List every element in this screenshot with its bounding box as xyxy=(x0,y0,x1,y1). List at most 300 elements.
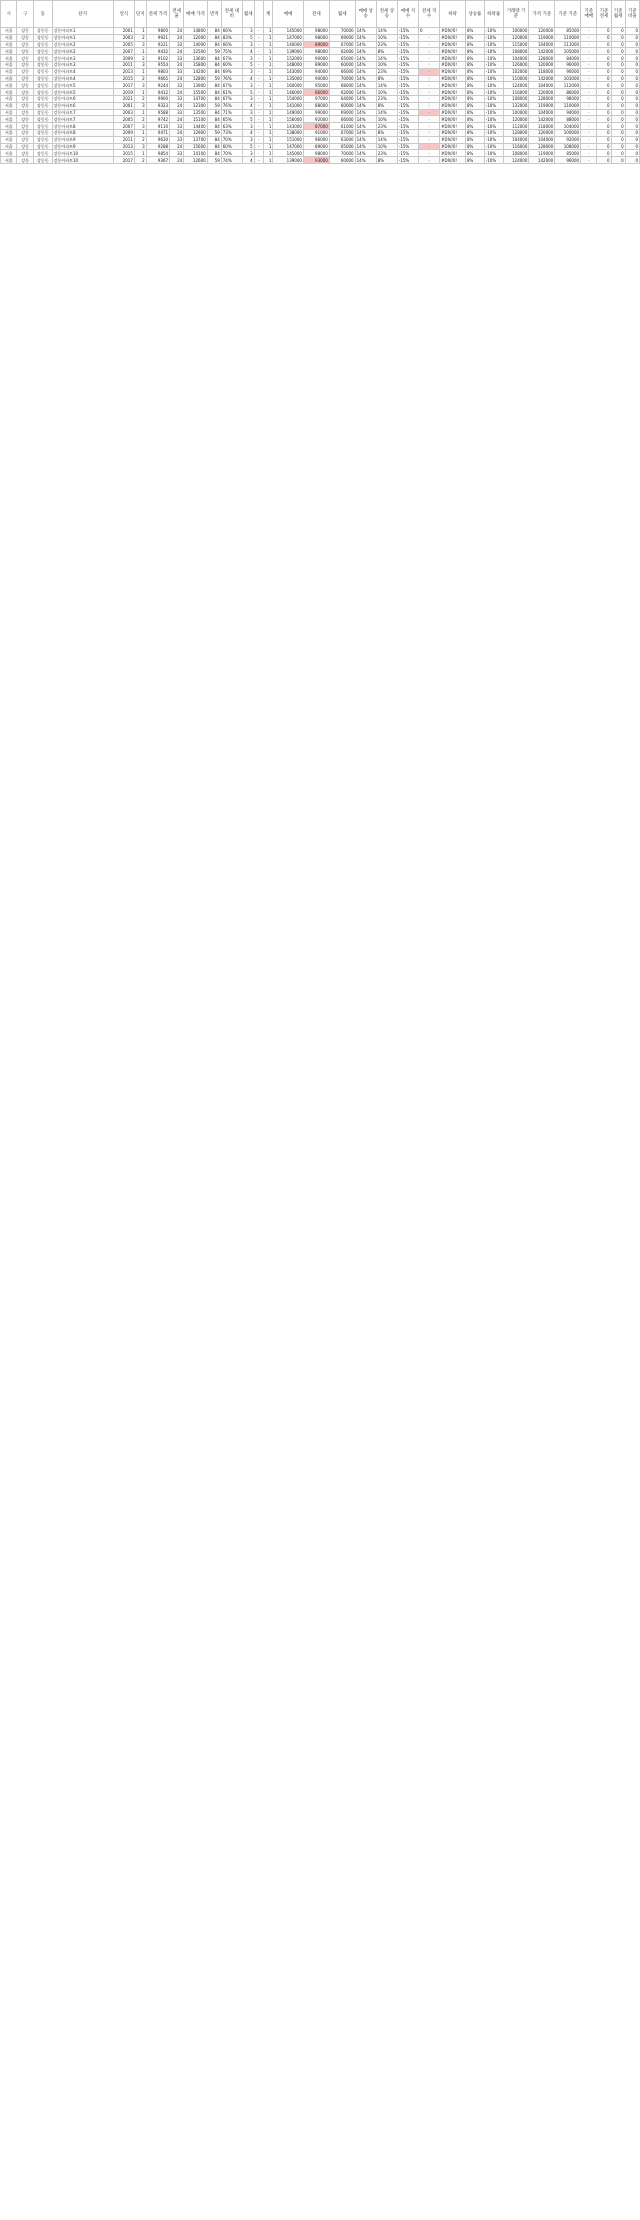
table-cell[interactable]: 1 xyxy=(264,109,273,116)
table-cell[interactable]: - xyxy=(419,136,440,143)
table-cell[interactable]: 0 xyxy=(597,89,611,96)
table-cell[interactable]: #DIV/0! xyxy=(440,75,466,82)
table-cell[interactable]: 33 xyxy=(170,82,184,89)
table-cell[interactable]: 10% xyxy=(376,116,397,123)
table-cell[interactable]: 14% xyxy=(376,136,397,143)
table-cell[interactable]: 15100 xyxy=(184,116,207,123)
table-cell[interactable]: 124000 xyxy=(503,157,529,164)
table-cell[interactable]: 102000 xyxy=(503,68,529,75)
table-cell[interactable]: 2 xyxy=(134,55,146,62)
table-cell[interactable]: 1 xyxy=(264,75,273,82)
table-cell[interactable]: 0 xyxy=(611,123,625,130)
table-cell[interactable]: 강동동 xyxy=(33,61,52,68)
table-cell[interactable]: 61% xyxy=(221,89,242,96)
table-cell[interactable]: 0 xyxy=(625,82,639,89)
table-cell[interactable]: 10% xyxy=(376,143,397,150)
table-cell[interactable]: 100000 xyxy=(555,129,581,136)
table-cell[interactable]: - xyxy=(254,55,263,62)
table-cell[interactable]: 8% xyxy=(376,157,397,164)
table-cell[interactable]: - xyxy=(419,129,440,136)
table-cell[interactable]: 서울 xyxy=(1,55,17,62)
table-cell[interactable]: 3 xyxy=(134,102,146,109)
table-cell[interactable]: 0 xyxy=(597,136,611,143)
table-cell[interactable]: 8% xyxy=(466,28,485,35)
table-cell[interactable]: 0 xyxy=(597,116,611,123)
table-cell[interactable]: 2 xyxy=(134,75,146,82)
table-cell[interactable]: 14% xyxy=(355,41,376,48)
table-cell[interactable]: - xyxy=(581,34,597,41)
table-cell[interactable]: -15% xyxy=(397,61,418,68)
table-cell[interactable]: 67% xyxy=(221,55,242,62)
table-cell[interactable]: 96000 xyxy=(303,136,329,143)
table-cell[interactable]: 3 xyxy=(242,68,254,75)
table-cell[interactable]: 9854 xyxy=(146,150,169,157)
table-cell[interactable]: 강동동 xyxy=(33,89,52,96)
table-cell[interactable]: 0 xyxy=(597,68,611,75)
table-cell[interactable]: -15% xyxy=(397,157,418,164)
table-cell[interactable]: 9288 xyxy=(146,143,169,150)
table-cell[interactable]: 0 xyxy=(625,143,639,150)
column-header[interactable]: 전세 대비 xyxy=(221,1,242,28)
table-cell[interactable]: 강동아파트4 xyxy=(52,68,113,75)
table-cell[interactable]: 9803 xyxy=(146,68,169,75)
table-cell[interactable]: -10% xyxy=(484,55,503,62)
table-cell[interactable]: -15% xyxy=(397,136,418,143)
table-cell[interactable]: 24 xyxy=(170,157,184,164)
table-cell[interactable]: 0 xyxy=(597,143,611,150)
table-cell[interactable]: 9367 xyxy=(146,157,169,164)
table-cell[interactable]: 3 xyxy=(242,55,254,62)
table-cell[interactable]: 142000 xyxy=(529,116,555,123)
table-cell[interactable]: 8% xyxy=(466,150,485,157)
table-cell[interactable]: 13700 xyxy=(184,136,207,143)
table-cell[interactable]: 8% xyxy=(466,136,485,143)
table-cell[interactable]: 14100 xyxy=(184,150,207,157)
table-cell[interactable]: 8% xyxy=(466,82,485,89)
table-cell[interactable]: 14% xyxy=(355,123,376,130)
table-cell[interactable]: -15% xyxy=(397,102,418,109)
table-cell[interactable]: 90000 xyxy=(303,55,329,62)
table-cell[interactable]: 9742 xyxy=(146,116,169,123)
table-cell[interactable]: 0 xyxy=(597,129,611,136)
table-cell[interactable]: 60% xyxy=(221,61,242,68)
table-row[interactable] xyxy=(1,123,640,130)
table-cell[interactable]: 14% xyxy=(355,34,376,41)
table-cell[interactable]: 66000 xyxy=(329,68,355,75)
table-cell[interactable]: - xyxy=(581,61,597,68)
table-cell[interactable]: 1 xyxy=(264,61,273,68)
table-cell[interactable]: -10% xyxy=(484,123,503,130)
table-cell[interactable]: 0 xyxy=(611,68,625,75)
table-cell[interactable]: 서울 xyxy=(1,143,17,150)
table-cell[interactable]: 14% xyxy=(355,89,376,96)
table-cell[interactable]: 84 xyxy=(207,34,221,41)
table-cell[interactable]: 33 xyxy=(170,68,184,75)
table-cell[interactable]: 강동 xyxy=(17,41,33,48)
table-cell[interactable]: 141000 xyxy=(273,102,304,109)
table-cell[interactable]: 0 xyxy=(597,48,611,55)
table-cell[interactable]: 0 xyxy=(625,150,639,157)
table-cell[interactable]: - xyxy=(419,116,440,123)
table-cell[interactable]: 강동 xyxy=(17,61,33,68)
table-cell[interactable]: -10% xyxy=(484,150,503,157)
table-cell[interactable]: - xyxy=(581,116,597,123)
table-cell[interactable]: 149000 xyxy=(273,109,304,116)
table-cell[interactable]: #DIV/0! xyxy=(440,143,466,150)
table-cell[interactable]: -10% xyxy=(484,41,503,48)
table-cell[interactable]: - xyxy=(254,61,263,68)
column-header[interactable]: 구 xyxy=(17,1,33,28)
table-cell[interactable]: 1 xyxy=(264,116,273,123)
table-cell[interactable]: 145000 xyxy=(273,150,304,157)
table-cell[interactable]: - xyxy=(254,75,263,82)
table-cell[interactable]: #DIV/0! xyxy=(440,61,466,68)
table-cell[interactable]: 0 xyxy=(625,48,639,55)
table-cell[interactable]: 강동동 xyxy=(33,150,52,157)
table-cell[interactable]: - xyxy=(581,89,597,96)
table-cell[interactable]: - xyxy=(254,136,263,143)
table-cell[interactable]: 61000 xyxy=(329,123,355,130)
table-cell[interactable]: 0 xyxy=(597,109,611,116)
table-cell[interactable]: 108000 xyxy=(503,48,529,55)
table-cell[interactable]: 8% xyxy=(466,109,485,116)
table-cell[interactable]: -15% xyxy=(397,48,418,55)
table-cell[interactable]: 33 xyxy=(170,109,184,116)
table-cell[interactable]: #DIV/0! xyxy=(440,102,466,109)
table-cell[interactable]: 강동아파트9 xyxy=(52,143,113,150)
table-cell[interactable]: 강동동 xyxy=(33,28,52,35)
column-header[interactable]: 매매 가격 xyxy=(184,1,207,28)
table-cell[interactable]: 강동 xyxy=(17,68,33,75)
table-cell[interactable]: 14% xyxy=(355,68,376,75)
table-cell[interactable]: 강동동 xyxy=(33,34,52,41)
table-cell[interactable]: 108000 xyxy=(503,150,529,157)
table-cell[interactable]: 63000 xyxy=(329,136,355,143)
table-cell[interactable]: 84 xyxy=(207,82,221,89)
table-cell[interactable]: 135000 xyxy=(273,75,304,82)
table-cell[interactable]: 9221 xyxy=(146,41,169,48)
column-header[interactable]: 계 xyxy=(264,1,273,28)
table-cell[interactable]: 8% xyxy=(466,89,485,96)
table-cell[interactable]: - xyxy=(254,102,263,109)
table-cell[interactable]: 142000 xyxy=(529,48,555,55)
table-cell[interactable]: 103000 xyxy=(555,75,581,82)
table-cell[interactable]: 14% xyxy=(376,82,397,89)
table-cell[interactable]: 9110 xyxy=(146,123,169,130)
table-cell[interactable]: 0 xyxy=(611,48,625,55)
table-cell[interactable]: 70% xyxy=(221,150,242,157)
table-cell[interactable]: 0 xyxy=(625,116,639,123)
table-cell[interactable]: 120000 xyxy=(529,28,555,35)
table-cell[interactable]: 2 xyxy=(134,116,146,123)
table-cell[interactable]: 9554 xyxy=(146,61,169,68)
table-cell[interactable]: 98000 xyxy=(303,34,329,41)
table-cell[interactable]: 1 xyxy=(134,129,146,136)
table-row[interactable] xyxy=(1,136,640,143)
table-row[interactable] xyxy=(1,89,640,96)
table-cell[interactable]: -10% xyxy=(484,48,503,55)
table-cell[interactable]: 강동동 xyxy=(33,116,52,123)
table-cell[interactable]: 강동아파트2 xyxy=(52,48,113,55)
table-cell[interactable]: 108000 xyxy=(503,95,529,102)
table-cell[interactable]: 140000 xyxy=(273,41,304,48)
table-cell[interactable]: 139000 xyxy=(273,157,304,164)
table-cell[interactable]: 서울 xyxy=(1,136,17,143)
table-cell[interactable]: 서울 xyxy=(1,28,17,35)
table-cell[interactable]: - xyxy=(254,129,263,136)
table-cell[interactable]: #DIV/0! xyxy=(440,109,466,116)
table-row[interactable] xyxy=(1,102,640,109)
table-cell[interactable]: - xyxy=(581,48,597,55)
table-cell[interactable]: 0 xyxy=(611,150,625,157)
table-cell[interactable]: 23% xyxy=(376,95,397,102)
table-cell[interactable]: 60% xyxy=(221,143,242,150)
table-cell[interactable]: 3 xyxy=(242,123,254,130)
table-cell[interactable]: - xyxy=(254,48,263,55)
table-cell[interactable]: 33 xyxy=(170,55,184,62)
table-cell[interactable]: - xyxy=(254,109,263,116)
table-cell[interactable]: 104000 xyxy=(529,41,555,48)
table-cell[interactable]: 강동 xyxy=(17,89,33,96)
table-row[interactable] xyxy=(1,75,640,82)
table-row[interactable] xyxy=(1,116,640,123)
table-cell[interactable]: 3 xyxy=(134,61,146,68)
table-cell[interactable]: 24 xyxy=(170,129,184,136)
table-cell[interactable]: #DIV/0! xyxy=(440,55,466,62)
table-row[interactable] xyxy=(1,109,640,116)
table-cell[interactable]: -15% xyxy=(397,89,418,96)
table-cell[interactable]: -10% xyxy=(484,129,503,136)
table-cell[interactable]: 67000 xyxy=(329,129,355,136)
table-cell[interactable]: 86000 xyxy=(555,89,581,96)
table-cell[interactable]: 3 xyxy=(134,82,146,89)
table-cell[interactable]: 12500 xyxy=(184,48,207,55)
table-cell[interactable]: 13600 xyxy=(184,55,207,62)
table-cell[interactable]: - xyxy=(419,150,440,157)
table-cell[interactable]: 115000 xyxy=(503,41,529,48)
table-cell[interactable]: 84 xyxy=(207,150,221,157)
table-cell[interactable]: -15% xyxy=(397,82,418,89)
table-cell[interactable]: 84 xyxy=(207,109,221,116)
table-cell[interactable]: 0 xyxy=(419,28,440,35)
table-cell[interactable]: 84 xyxy=(207,55,221,62)
table-cell[interactable]: 84 xyxy=(207,136,221,143)
table-cell[interactable]: 156000 xyxy=(273,116,304,123)
table-cell[interactable]: 0 xyxy=(597,150,611,157)
table-cell[interactable]: 66% xyxy=(221,28,242,35)
table-cell[interactable]: 84 xyxy=(207,89,221,96)
table-cell[interactable]: - xyxy=(419,61,440,68)
table-cell[interactable]: 118000 xyxy=(529,123,555,130)
table-cell[interactable]: 1 xyxy=(264,143,273,150)
table-cell[interactable]: 0 xyxy=(625,102,639,109)
table-cell[interactable]: 강동아파트7 xyxy=(52,116,113,123)
column-header[interactable]: 하락률 xyxy=(484,1,503,28)
table-cell[interactable]: 3 xyxy=(242,28,254,35)
table-cell[interactable]: 2011 xyxy=(113,136,134,143)
table-cell[interactable]: 74% xyxy=(221,157,242,164)
table-cell[interactable]: 116000 xyxy=(503,89,529,96)
column-header[interactable]: 거래량 기준 xyxy=(503,1,529,28)
table-cell[interactable]: 강동아파트8 xyxy=(52,129,113,136)
column-header[interactable]: 동 xyxy=(33,1,52,28)
table-cell[interactable]: 13500 xyxy=(184,109,207,116)
table-cell[interactable]: 강동 xyxy=(17,123,33,130)
table-cell[interactable]: 0 xyxy=(611,102,625,109)
table-cell[interactable]: 13900 xyxy=(184,82,207,89)
table-cell[interactable]: 서울 xyxy=(1,68,17,75)
table-cell[interactable]: 1 xyxy=(264,136,273,143)
table-cell[interactable]: 0 xyxy=(597,95,611,102)
table-cell[interactable]: #DIV/0! xyxy=(440,82,466,89)
table-cell[interactable]: 126000 xyxy=(503,61,529,68)
table-cell[interactable]: 65000 xyxy=(329,55,355,62)
table-cell[interactable]: 0 xyxy=(597,102,611,109)
table-cell[interactable]: -10% xyxy=(484,61,503,68)
table-cell[interactable]: -10% xyxy=(484,82,503,89)
table-cell[interactable]: 14% xyxy=(355,75,376,82)
table-cell[interactable]: 68000 xyxy=(329,82,355,89)
table-cell[interactable]: 90000 xyxy=(303,75,329,82)
table-cell[interactable]: 2009 xyxy=(113,55,134,62)
table-cell[interactable]: 0 xyxy=(611,41,625,48)
table-cell[interactable]: 0 xyxy=(597,55,611,62)
table-cell[interactable]: 70000 xyxy=(329,28,355,35)
table-cell[interactable]: 89000 xyxy=(303,143,329,150)
table-cell[interactable]: 0 xyxy=(611,61,625,68)
table-cell[interactable]: 128000 xyxy=(529,143,555,150)
table-cell[interactable]: -15% xyxy=(397,75,418,82)
table-cell[interactable]: 24 xyxy=(170,61,184,68)
table-cell[interactable]: 1 xyxy=(264,34,273,41)
table-cell[interactable]: 강동동 xyxy=(33,129,52,136)
table-cell[interactable]: 84 xyxy=(207,95,221,102)
table-cell[interactable]: 139000 xyxy=(273,48,304,55)
table-cell[interactable]: 0 xyxy=(611,95,625,102)
column-header[interactable]: 전세 가격 xyxy=(146,1,169,28)
table-cell[interactable]: 8% xyxy=(466,41,485,48)
table-cell[interactable]: 강동동 xyxy=(33,41,52,48)
table-cell[interactable]: 67% xyxy=(221,95,242,102)
table-cell[interactable]: 2019 xyxy=(113,89,134,96)
table-cell[interactable]: 60000 xyxy=(329,102,355,109)
table-cell[interactable]: 0 xyxy=(625,109,639,116)
table-cell[interactable]: -10% xyxy=(484,89,503,96)
table-cell[interactable]: 서울 xyxy=(1,150,17,157)
table-cell[interactable]: 서울 xyxy=(1,48,17,55)
table-cell[interactable]: 8% xyxy=(376,75,397,82)
table-cell[interactable]: 9630 xyxy=(146,136,169,143)
column-header[interactable]: 하락 xyxy=(440,1,466,28)
table-cell[interactable]: 0 xyxy=(597,157,611,164)
table-cell[interactable]: 서울 xyxy=(1,109,17,116)
table-cell[interactable]: 0 xyxy=(597,28,611,35)
table-cell[interactable]: 14% xyxy=(355,109,376,116)
table-cell[interactable]: 서울 xyxy=(1,82,17,89)
table-cell[interactable]: - xyxy=(419,102,440,109)
table-cell[interactable]: - xyxy=(419,55,440,62)
table-cell[interactable]: 23% xyxy=(376,41,397,48)
table-cell[interactable]: 서울 xyxy=(1,129,17,136)
table-cell[interactable]: #DIV/0! xyxy=(440,48,466,55)
table-cell[interactable]: 120000 xyxy=(503,116,529,123)
table-cell[interactable]: 14% xyxy=(376,28,397,35)
table-cell[interactable]: 4 xyxy=(242,48,254,55)
table-cell[interactable]: 89000 xyxy=(303,41,329,48)
table-cell[interactable]: 강동동 xyxy=(33,48,52,55)
table-cell[interactable]: - xyxy=(254,89,263,96)
table-cell[interactable]: 서울 xyxy=(1,95,17,102)
table-cell[interactable]: 0 xyxy=(625,89,639,96)
table-cell[interactable]: 119000 xyxy=(529,102,555,109)
table-cell[interactable]: 12900 xyxy=(184,129,207,136)
table-cell[interactable]: 33 xyxy=(170,95,184,102)
table-cell[interactable]: 110000 xyxy=(555,102,581,109)
table-cell[interactable]: 강동 xyxy=(17,82,33,89)
column-header[interactable]: 가격 기준 xyxy=(529,1,555,28)
table-cell[interactable]: 9432 xyxy=(146,48,169,55)
table-cell[interactable]: 120000 xyxy=(529,61,555,68)
table-cell[interactable]: 14700 xyxy=(184,95,207,102)
table-cell[interactable]: 2 xyxy=(134,136,146,143)
table-cell[interactable]: 0 xyxy=(611,129,625,136)
table-cell[interactable]: 0 xyxy=(611,157,625,164)
table-cell[interactable]: 1 xyxy=(134,150,146,157)
table-row[interactable] xyxy=(1,28,640,35)
table-cell[interactable]: 116000 xyxy=(503,143,529,150)
table-cell[interactable]: 104000 xyxy=(529,109,555,116)
table-cell[interactable]: 14% xyxy=(376,109,397,116)
table-cell[interactable]: 94000 xyxy=(555,109,581,116)
column-header[interactable]: 단지 xyxy=(52,1,113,28)
table-row[interactable] xyxy=(1,41,640,48)
table-cell[interactable]: -10% xyxy=(484,157,503,164)
table-cell[interactable]: 14% xyxy=(355,61,376,68)
column-header[interactable]: 매매 지수 xyxy=(397,1,418,28)
table-cell[interactable]: 8% xyxy=(376,48,397,55)
table-cell[interactable]: 강동 xyxy=(17,28,33,35)
table-cell[interactable]: 66% xyxy=(221,41,242,48)
table-cell[interactable]: 강동아파트1 xyxy=(52,28,113,35)
table-cell[interactable]: 84 xyxy=(207,116,221,123)
table-cell[interactable]: - xyxy=(254,68,263,75)
table-cell[interactable]: 강동아파트3 xyxy=(52,55,113,62)
table-cell[interactable]: - xyxy=(581,75,597,82)
table-row[interactable] xyxy=(1,143,640,150)
column-header[interactable]: 기준 전세 xyxy=(597,1,611,28)
table-cell[interactable]: #DIV/0! xyxy=(440,123,466,130)
table-cell[interactable]: 65000 xyxy=(329,143,355,150)
table-cell[interactable]: 59 xyxy=(207,48,221,55)
table-cell[interactable]: 104000 xyxy=(529,82,555,89)
table-cell[interactable]: 3 xyxy=(242,41,254,48)
table-cell[interactable]: 59 xyxy=(207,129,221,136)
table-cell[interactable]: 5 xyxy=(242,89,254,96)
table-cell[interactable]: 60000 xyxy=(329,61,355,68)
table-cell[interactable]: - xyxy=(419,82,440,89)
table-cell[interactable]: 강동동 xyxy=(33,68,52,75)
table-row[interactable] xyxy=(1,150,640,157)
table-cell[interactable]: 59 xyxy=(207,157,221,164)
table-cell[interactable]: 2007 xyxy=(113,123,134,130)
table-cell[interactable]: 0 xyxy=(625,28,639,35)
table-cell[interactable]: 84 xyxy=(207,68,221,75)
table-cell[interactable]: 70% xyxy=(221,136,242,143)
table-cell[interactable]: 1 xyxy=(134,89,146,96)
table-cell[interactable]: - xyxy=(254,116,263,123)
table-cell[interactable]: - xyxy=(419,68,440,75)
table-cell[interactable]: 1 xyxy=(264,55,273,62)
